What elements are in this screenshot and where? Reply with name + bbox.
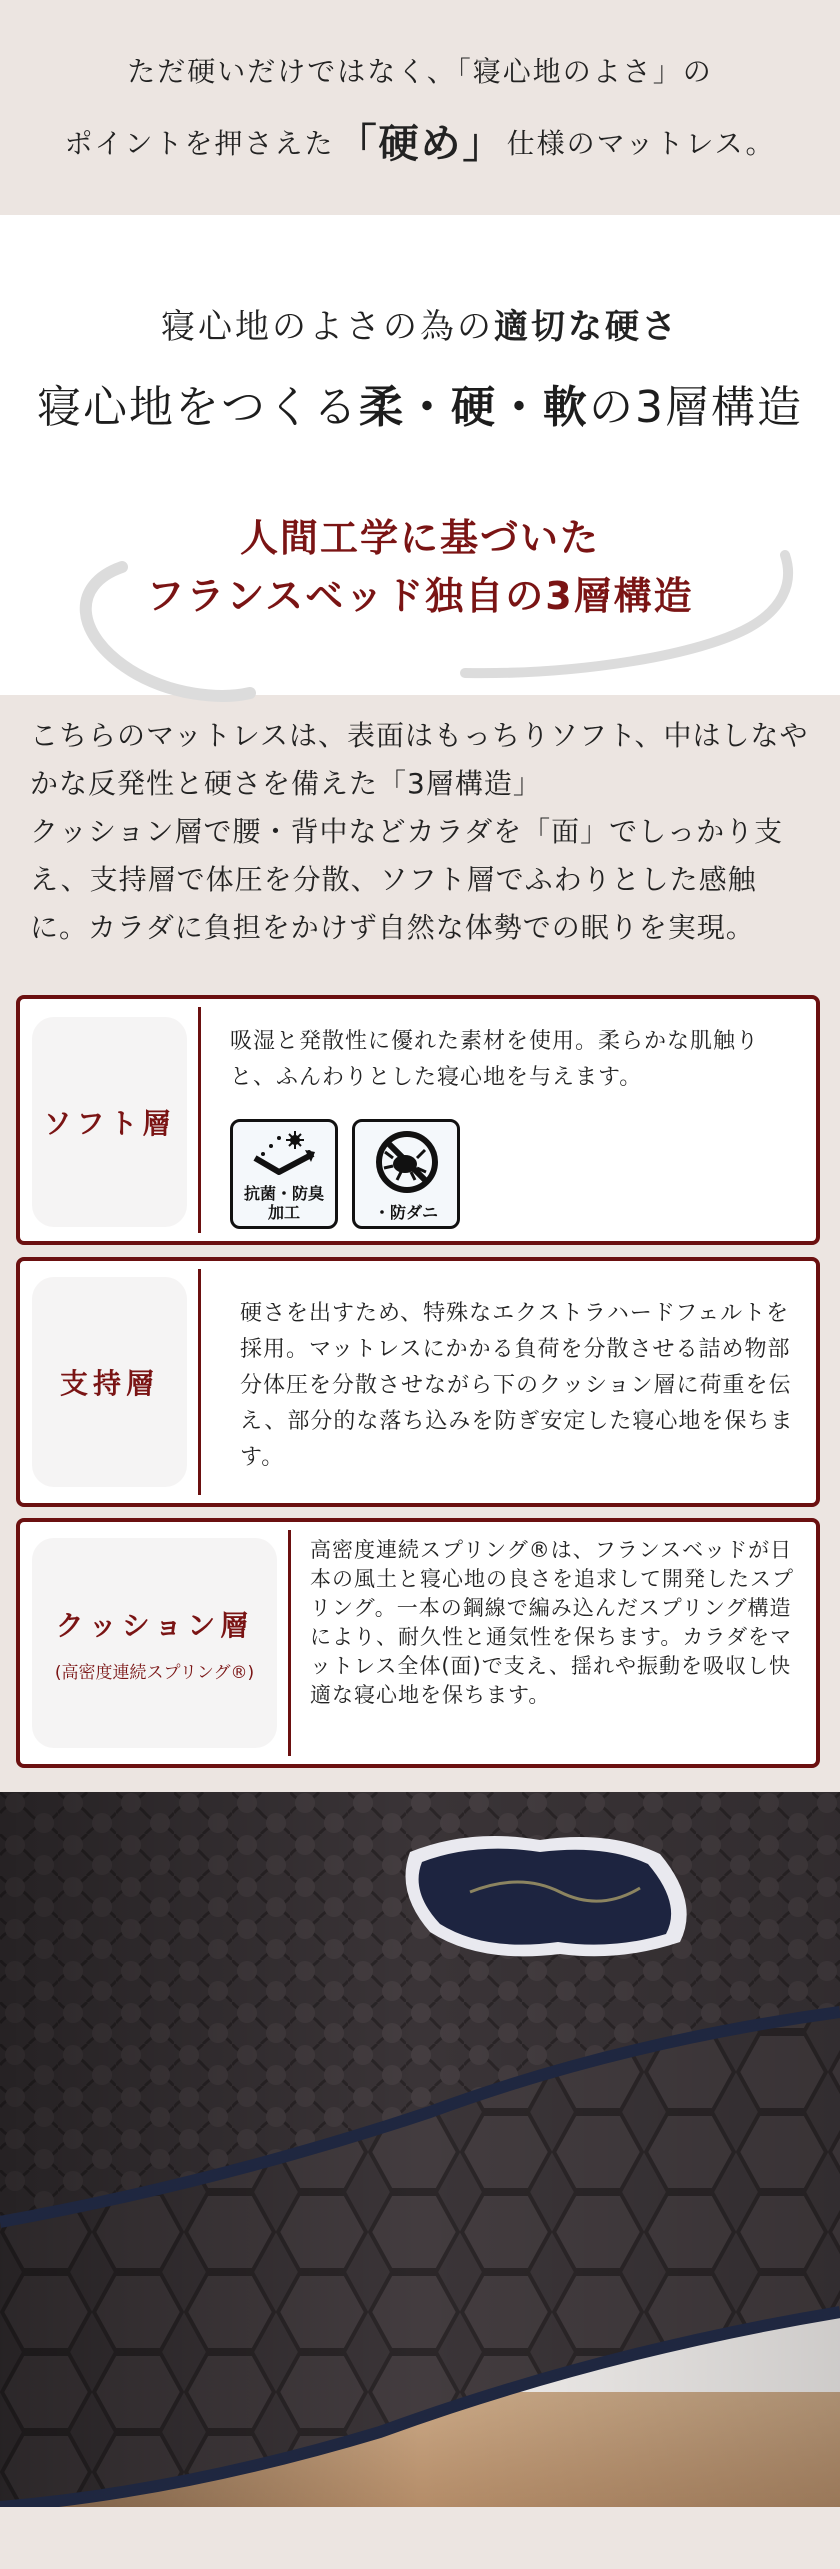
feature-band	[0, 215, 840, 695]
intro-line-2	[0, 112, 840, 169]
description-paragraph-1: こちらのマットレスは、表面はもっちりソフト、中はしなやかな反発性と硬さを備えた「3層構造」	[30, 719, 809, 800]
feature-heading-2-pre: 寝心地をつくる	[37, 382, 359, 433]
feature-heading-2-post: の3層構造	[589, 382, 803, 433]
red-heading-1: 人間工学に基づいた	[239, 516, 600, 560]
feature-heading-1	[0, 299, 840, 348]
layer-name: 支持層	[59, 1367, 159, 1400]
red-heading-2: フランスベッド独自の3層構造	[146, 574, 694, 618]
layer-card-cushion	[16, 1518, 820, 1768]
anti-mite-badge-label: ・防ダニ	[373, 1203, 438, 1222]
feature-heading-2-bold: 柔・硬・軟	[359, 382, 589, 433]
feature-heading-1-bold: 適切な硬さ	[494, 307, 679, 347]
mattress-illustration	[0, 1792, 840, 2507]
layer-label-box	[32, 1017, 187, 1227]
feature-badges	[230, 1119, 460, 1229]
feature-heading-2	[0, 371, 840, 435]
layer-subtitle: (高密度連続スプリング®)	[54, 1662, 255, 1683]
antibacterial-badge	[230, 1119, 338, 1229]
description	[30, 712, 810, 952]
antibacterial-deodorant-icon	[249, 1128, 321, 1184]
anti-mite-badge	[352, 1119, 460, 1229]
layer-name: ソフト層	[43, 1107, 176, 1140]
layer-card-soft	[16, 995, 820, 1245]
layer-card-support	[16, 1257, 820, 1507]
layer-name: クッション層	[55, 1608, 254, 1642]
mattress-photo	[0, 1792, 840, 2507]
intro-line-1: ただ硬いだけではなく、「寝心地のよさ」の	[127, 55, 713, 88]
divider	[288, 1530, 291, 1756]
anti-mite-icon	[371, 1128, 443, 1198]
intro-line-2-pre: ポイントを押さえた	[64, 127, 335, 160]
layer-label-box	[32, 1277, 187, 1487]
divider	[198, 1007, 201, 1233]
divider	[198, 1269, 201, 1495]
antibacterial-badge-label	[233, 1184, 335, 1222]
layer-label-box	[32, 1538, 277, 1748]
badge-label-line-2: 加工	[267, 1203, 300, 1222]
feature-heading-1-pre: 寝心地のよさの為の	[161, 307, 494, 347]
intro-line-2-post: 仕様のマットレス。	[506, 127, 776, 160]
layer-description: 硬さを出すため、特殊なエクストラハードフェルトを採用。マットレスにかかる負荷を分散させる詰め物部分体圧を分散させながら下のクッション層に荷重を伝え、部分的な落ち込みを防ぎ安定した寝心地を保ちます。	[240, 1301, 794, 1470]
intro-emphasis: 「硬め」	[336, 121, 505, 167]
badge-label-line-1: 抗菌・防臭	[243, 1184, 324, 1203]
intro-band	[0, 0, 840, 215]
layer-description: 吸湿と発散性に優れた素材を使用。柔らかな肌触りと、ふんわりとした寝心地を与えます。	[230, 1029, 760, 1090]
description-paragraph-2: クッション層で腰・背中などカラダを「面」でしっかり支え、支持層で体圧を分散、ソフト層でふわりとした感触に。カラダに負担をかけず自然な体勢での眠りを実現。	[30, 815, 784, 944]
layer-description: 高密度連続スプリング®は、フランスベッドが日本の風土と寝心地の良さを追求して開発したスプリング。一本の鋼線で編み込んだスプリング構造により、耐久性と通気性を保ちます。カラダをマットレス全体(面)で支え、揺れや振動を吸収し快適な寝心地を保ちます。	[310, 1538, 794, 1707]
